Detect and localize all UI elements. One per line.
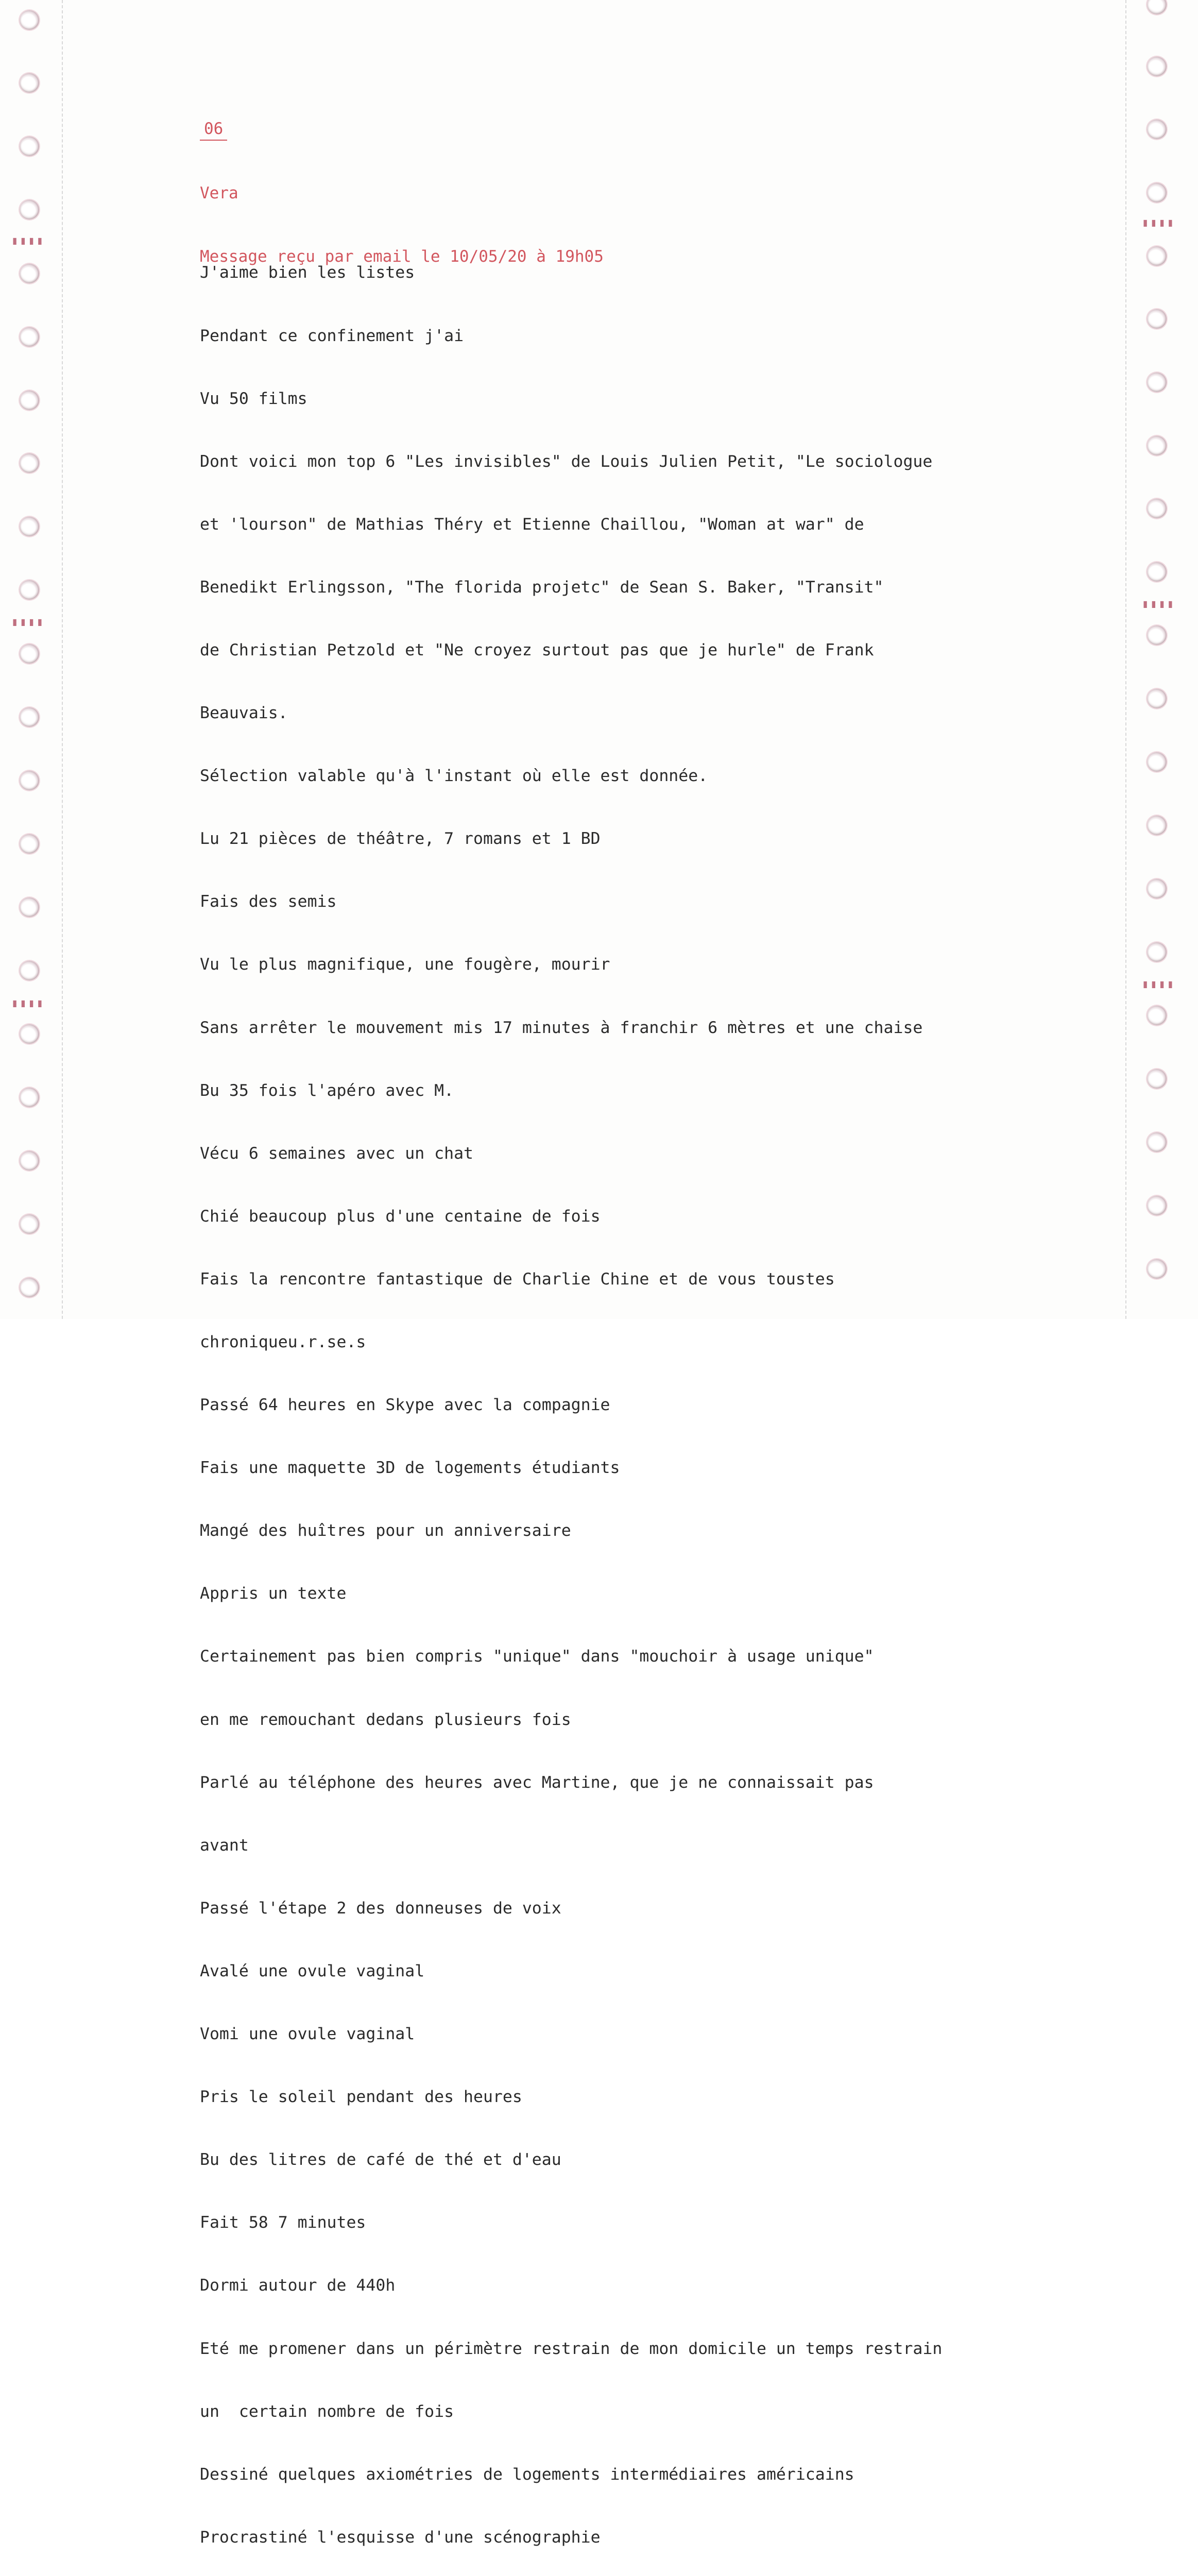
body-line: Bu 35 fois l'apéro avec M.: [200, 1081, 454, 1100]
body-line: en me remouchant dedans plusieurs fois: [200, 1710, 571, 1729]
body-line: un certain nombre de fois: [200, 2402, 454, 2421]
body-line: Parlé au téléphone des heures avec Martine, que je ne connaissait pas: [200, 1773, 874, 1792]
feed-hole-icon: [1147, 183, 1167, 202]
feed-hole-icon: [20, 10, 39, 30]
feed-hole-icon: [20, 517, 39, 536]
body-line: Passé 64 heures en Skype avec la compagnie: [200, 1396, 610, 1415]
feed-hole-icon: [20, 1151, 39, 1171]
feed-hole-icon: [20, 834, 39, 854]
body-line: Pendant ce confinement j'ai: [200, 326, 464, 345]
body-line: Vécu 6 semaines avec un chat: [200, 1144, 474, 1163]
received-info: Message reçu par email le 10/05/20 à 19h05: [200, 247, 604, 266]
perforation-mark-icon: ▮▮▮▮: [1142, 216, 1175, 229]
feed-hole-icon: [20, 897, 39, 917]
feed-hole-icon: [1147, 499, 1167, 518]
feed-hole-icon: [20, 327, 39, 347]
feed-hole-icon: [1147, 879, 1167, 899]
feed-hole-icon: [1147, 120, 1167, 139]
feed-hole-icon: [1147, 689, 1167, 708]
feed-hole-icon: [20, 961, 39, 980]
body-line: Pris le soleil pendant des heures: [200, 2088, 522, 2107]
feed-hole-icon: [1147, 942, 1167, 962]
body-line: Passé l'étape 2 des donneuses de voix: [200, 1899, 561, 1918]
feed-hole-icon: [1147, 0, 1167, 14]
body-line: Sélection valable qu'à l'instant où elle est donnée.: [200, 767, 708, 786]
body-line: Appris un texte: [200, 1584, 347, 1603]
perforation-mark-icon: ▮▮▮▮: [11, 234, 45, 247]
body-line: Chié beaucoup plus d'une centaine de fois: [200, 1207, 601, 1226]
body-line: Mangé des huîtres pour un anniversaire: [200, 1521, 571, 1540]
perforation-mark-icon: ▮▮▮▮: [11, 616, 45, 629]
feed-hole-icon: [1147, 372, 1167, 392]
author-name: Vera: [200, 184, 238, 202]
feed-hole-icon: [1147, 57, 1167, 76]
body-line: Avalé une ovule vaginal: [200, 1961, 425, 1980]
body-line: Certainement pas bien compris "unique" dans "mouchoir à usage unique": [200, 1647, 874, 1666]
feed-hole-icon: [20, 391, 39, 410]
body-line: Bu des litres de café de thé et d'eau: [200, 2150, 561, 2170]
body-line: J'aime bien les listes: [200, 263, 415, 282]
body-line: chroniqueu.r.se.s: [200, 1333, 366, 1351]
feed-hole-icon: [1147, 246, 1167, 266]
feed-hole-icon: [1147, 752, 1167, 772]
feed-hole-icon: [20, 644, 39, 664]
feed-hole-icon: [20, 200, 39, 219]
feed-hole-icon: [20, 1088, 39, 1107]
feed-hole-icon: [20, 707, 39, 727]
feed-hole-icon: [1147, 309, 1167, 329]
body-line: Dormi autour de 440h: [200, 2276, 396, 2295]
feed-hole-icon: [20, 1214, 39, 1234]
body-line: et 'lourson" de Mathias Théry et Etienne Chaillou, "Woman at war" de: [200, 515, 864, 534]
message-number: 06: [200, 118, 227, 141]
body-line: Fais des semis: [200, 892, 337, 911]
feed-hole-icon: [20, 453, 39, 473]
body-line: Vomi une ovule vaginal: [200, 2025, 415, 2044]
body-line: Dont voici mon top 6 "Les invisibles" de Louis Julien Petit, "Le sociologue: [200, 452, 933, 471]
feed-hole-icon: [1147, 1069, 1167, 1089]
feed-hole-icon: [20, 771, 39, 790]
body-line: Vu le plus magnifique, une fougère, mourir: [200, 955, 610, 974]
feed-hole-icon: [1147, 816, 1167, 835]
feed-hole-icon: [20, 1024, 39, 1044]
perforation-mark-icon: ▮▮▮▮: [1142, 978, 1175, 991]
body-line: Fait 58 7 minutes: [200, 2213, 366, 2232]
body-line: Dessiné quelques axiométries de logements intermédiaires américains: [200, 2465, 854, 2484]
message-body: [200, 221, 1003, 2576]
body-line: Fais la rencontre fantastique de Charlie Chine et de vous toustes: [200, 1269, 835, 1289]
feed-hole-icon: [1147, 1132, 1167, 1152]
body-line: avant: [200, 1836, 249, 1855]
perforation-mark-icon: ▮▮▮▮: [11, 997, 45, 1010]
feed-hole-icon: [1147, 1006, 1167, 1025]
feed-hole-icon: [1147, 625, 1167, 645]
feed-hole-icon: [20, 580, 39, 600]
body-line: Beauvais.: [200, 704, 288, 723]
left-tractor-strip: [0, 0, 63, 1319]
feed-hole-icon: [1147, 1259, 1167, 1279]
feed-hole-icon: [20, 137, 39, 156]
right-tractor-strip: [1125, 0, 1188, 1319]
body-line: Eté me promener dans un périmètre restrain de mon domicile un temps restrain: [200, 2339, 943, 2358]
feed-hole-icon: [1147, 436, 1167, 455]
body-line: Sans arrêter le mouvement mis 17 minutes à franchir 6 mètres et une chaise: [200, 1018, 923, 1037]
feed-hole-icon: [1147, 562, 1167, 582]
feed-hole-icon: [20, 1278, 39, 1297]
body-line: de Christian Petzold et "Ne croyez surtout pas que je hurle" de Frank: [200, 640, 874, 659]
body-line: Lu 21 pièces de théâtre, 7 romans et 1 BD: [200, 829, 601, 849]
feed-hole-icon: [20, 73, 39, 93]
perforation-mark-icon: ▮▮▮▮: [1142, 598, 1175, 611]
body-line: Vu 50 films: [200, 389, 307, 408]
body-line: Fais une maquette 3D de logements étudiants: [200, 1459, 620, 1478]
body-line: Benedikt Erlingsson, "The florida projetc" de Sean S. Baker, "Transit": [200, 578, 884, 597]
body-line: Procrastiné l'esquisse d'une scénographie: [200, 2528, 601, 2547]
feed-hole-icon: [20, 264, 39, 283]
feed-hole-icon: [1147, 1196, 1167, 1215]
